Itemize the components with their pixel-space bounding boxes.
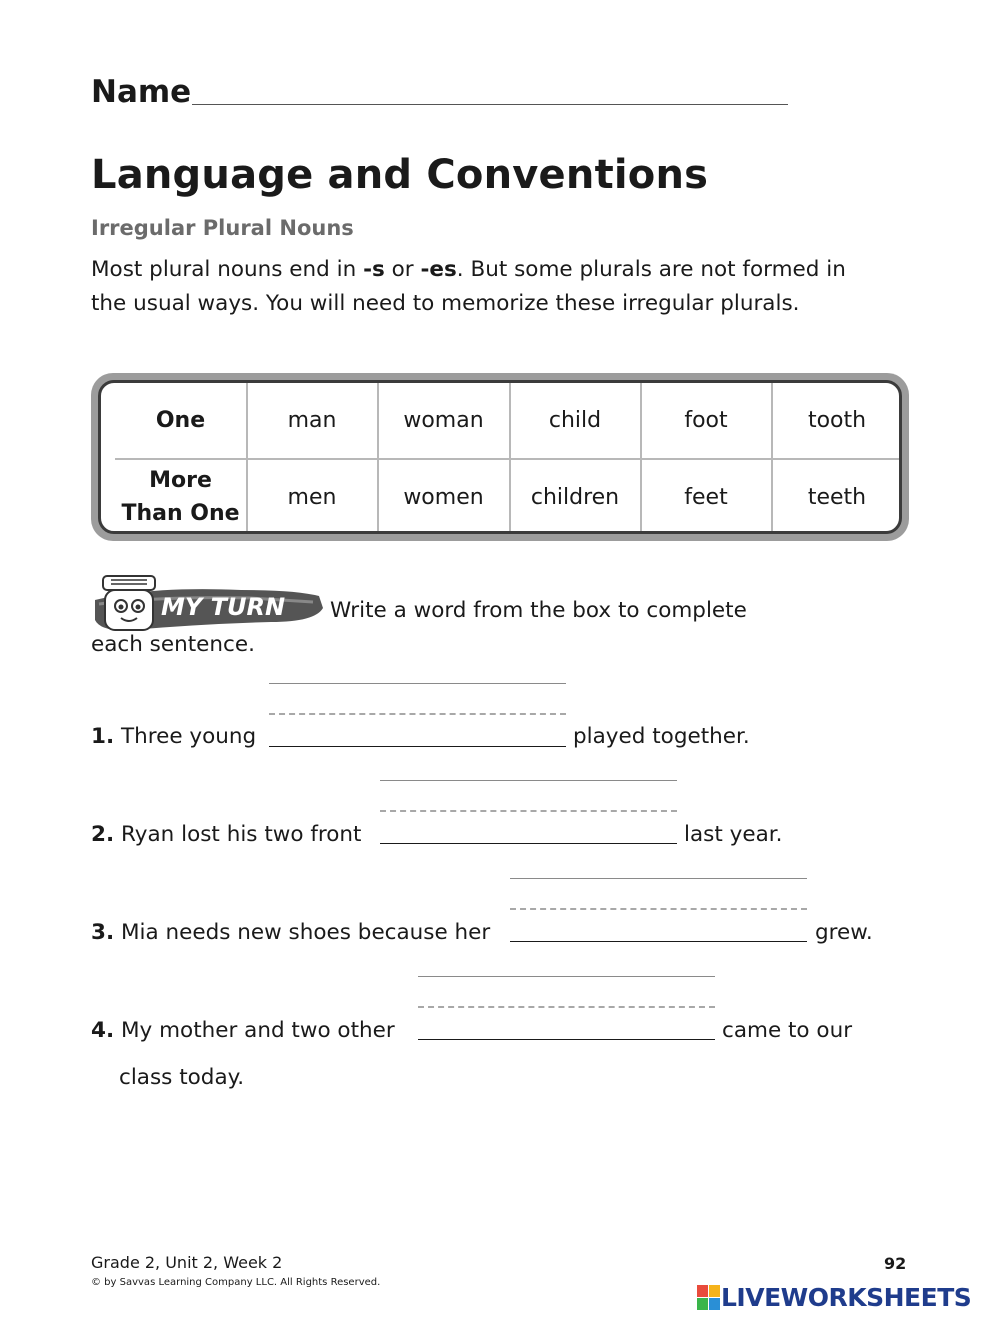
writing-guide-dash [269,713,566,715]
writing-guide-top [418,976,715,977]
page-title: Language and Conventions [91,152,709,198]
sentence-text: My mother and two other [120,1018,395,1043]
table-cell: child [548,408,602,433]
row-header-more-than-one [115,459,246,534]
sentence-number: 2. [91,822,115,847]
name-field-line[interactable] [192,104,788,105]
writing-guide-dash [380,810,677,812]
answer-blank-3[interactable] [510,941,807,942]
row-header-line: Than One [121,501,240,526]
copyright-notice: © by Savvas Learning Company LLC. All Rights Reserved. [91,1277,381,1288]
sentence-number: 3. [91,920,115,945]
writing-guide-top [380,780,677,781]
instruction-line-1: Write a word from the box to complete [330,598,747,623]
table-cell: foot [684,408,728,433]
sentence-2-end: last year. [684,822,783,847]
writing-guide-top [269,683,566,684]
intro-suffix-es: -es [420,257,457,282]
sentence-number: 1. [91,724,115,749]
table-cell: women [403,484,484,510]
writing-guide-dash [418,1006,715,1008]
intro-text: or [384,257,421,282]
row-header-one: One [155,408,206,433]
section-subtitle: Irregular Plural Nouns [91,216,354,240]
intro-suffix-s: -s [363,257,385,282]
sentence-text: Mia needs new shoes because her [120,920,491,945]
table-cell: man [287,408,337,433]
sentence-text: Three young [120,724,257,749]
footer-grade-unit: Grade 2, Unit 2, Week 2 [91,1253,283,1272]
sentence-4-start [91,1018,395,1043]
my-turn-badge-text: MY TURN [161,593,286,621]
sentence-text: Ryan lost his two front [120,822,362,847]
table-cell: woman [403,408,484,433]
sentence-3-end: grew. [815,920,873,945]
table-cell: children [530,484,620,510]
writing-guide-dash [510,908,807,910]
liveworksheets-text: LIVEWORKSHEETS [721,1283,972,1312]
table-cell: feet [684,484,728,510]
answer-blank-4[interactable] [418,1039,715,1040]
intro-line-2: the usual ways. You will need to memorize these irregular plurals. [91,291,800,316]
liveworksheets-blocks-icon [697,1285,721,1311]
answer-blank-2[interactable] [380,843,677,844]
sentence-number: 4. [91,1018,115,1043]
intro-line-1 [91,257,846,282]
intro-text: Most plural nouns end in [91,257,364,282]
sentence-2-start [91,822,361,847]
table-cell: men [287,484,337,510]
noun-table [91,373,909,541]
answer-blank-1[interactable] [269,746,566,747]
row-header-line: More [149,468,212,493]
page-number: 92 [884,1254,907,1273]
writing-guide-top [510,878,807,879]
sentence-1-start [91,724,256,749]
intro-text: . But some plurals are not formed in [456,257,846,282]
sentence-3-start [91,920,490,945]
noun-table-inner [98,380,902,534]
sentence-4-end: came to our [722,1018,853,1043]
sentence-4-continuation: class today. [119,1065,245,1090]
liveworksheets-logo [697,1283,971,1312]
instruction-line-2: each sentence. [91,632,255,657]
name-label: Name [91,74,192,110]
table-cell: tooth [807,408,867,433]
sentence-1-end: played together. [573,724,750,749]
table-cell: teeth [807,484,867,510]
